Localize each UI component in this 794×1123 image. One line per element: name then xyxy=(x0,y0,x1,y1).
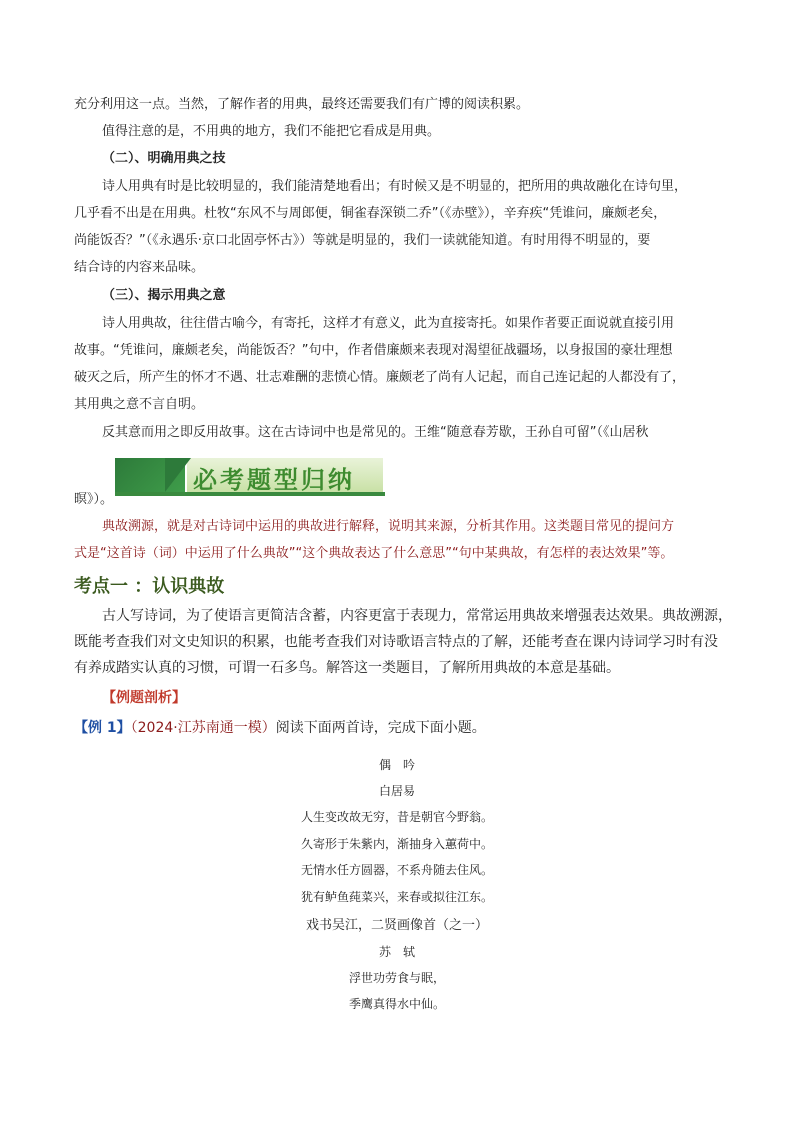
example-line xyxy=(74,718,486,738)
poem-line: 无情水任方圆器，不系舟随去住风。 xyxy=(300,863,493,877)
paragraph-line: 几乎看不出是在用典。杜牧“东风不与周郎便，铜雀春深锁二乔”（《赤壁》），辛弃疾“凭谁问，廉颇老矣， xyxy=(74,206,667,221)
paragraph-line: 故事。“凭谁问，廉颇老矣，尚能饭否？”句中，作者借廉颇来表现对渴望征战疆场，以身报国的豪壮理想 xyxy=(74,343,673,358)
example-tag: 【例题剖析】 xyxy=(102,690,186,706)
poem-author: 白居易 xyxy=(378,784,415,798)
poem-title: 戏书吴江，二贤画像首（之一） xyxy=(305,918,488,933)
poem-line: 犹有鲈鱼莼菜兴，来春或拟往江东。 xyxy=(300,890,493,904)
poem-line: 久寄形于朱紫内，渐抽身入蕙荷中。 xyxy=(300,837,493,851)
banner-title: 必考题型归纳 xyxy=(193,465,355,494)
subsection-heading: （三）、揭示用典之意 xyxy=(102,288,226,303)
poem-author: 苏 轼 xyxy=(378,945,415,959)
poem-line: 人生变改故无穷，昔是朝官今野翁。 xyxy=(300,810,493,824)
paragraph-line: 尚能饭否？”（《永遇乐·京口北固亭怀古》）等就是明显的，我们一读就能知道。有时用得不明显的，要 xyxy=(74,233,651,248)
section-line: 既能考查我们对文史知识的积累，也能考查我们对诗歌语言特点的了解，还能考查在课内诗词学习时有没 xyxy=(74,634,718,650)
paragraph-line: 反其意而用之即反用故事。这在古诗词中也是常见的。王维“随意春芳歇，王孙自可留”（《山居秋 xyxy=(102,425,649,440)
paragraph-line: 结合诗的内容来品味。 xyxy=(74,260,205,275)
intro-line: 式是“这首诗（词）中运用了什么典故”“这个典故表达了什么意思”“句中某典故，有怎样的表达效果”等。 xyxy=(74,546,674,561)
section-line: 古人写诗词，为了使语言更简洁含蓄，内容更富于表现力，常常运用典故来增强表达效果。典故溯源， xyxy=(102,608,732,624)
section-banner xyxy=(115,458,385,494)
banner-slant xyxy=(165,458,191,492)
paragraph-line: 诗人用典有时是比较明显的，我们能清楚地看出；有时候又是不明显的，把所用的典故融化在诗句里， xyxy=(102,179,688,194)
poem-line: 季鹰真得水中仙。 xyxy=(348,997,445,1011)
example-label: 【例 1】 xyxy=(74,720,131,736)
intro-line: 典故溯源，就是对古诗词中运用的典故进行解释，说明其来源，分析其作用。这类题目常见的提问方 xyxy=(102,519,675,534)
example-source: （2024·江苏南通一模） xyxy=(130,720,276,736)
poem-line: 浮世功劳食与眠， xyxy=(348,971,445,985)
subsection-heading: （二）、明确用典之技 xyxy=(102,151,226,166)
kaodian-heading: 考点一 ：认识典故 xyxy=(74,576,225,597)
section-line: 有养成踏实认真的习惯，可谓一石多鸟。解答这一类题目，了解所用典故的本意是基础。 xyxy=(74,660,620,676)
paragraph-line: 充分利用这一点。当然，了解作者的用典，最终还需要我们有广博的阅读积累。 xyxy=(74,97,530,112)
paragraph-line: 破灭之后，所产生的怀才不遇、壮志难酬的悲愤心情。廉颇老了尚有人记起，而自己连记起的人都没有了， xyxy=(74,370,686,385)
paragraph-line: 值得注意的是，不用典的地方，我们不能把它看成是用典。 xyxy=(102,124,441,139)
paragraph-line: 诗人用典故，往往借古喻今，有寄托，这样才有意义，此为直接寄托。如果作者要正面说就直接引用 xyxy=(102,316,675,331)
paragraph-line: 其用典之意不言自明。 xyxy=(74,397,205,412)
poem-title: 偶 吟 xyxy=(378,758,415,772)
paragraph-line: 暝》）。 xyxy=(74,492,114,507)
example-instruction: 阅读下面两首诗，完成下面小题。 xyxy=(275,720,486,736)
